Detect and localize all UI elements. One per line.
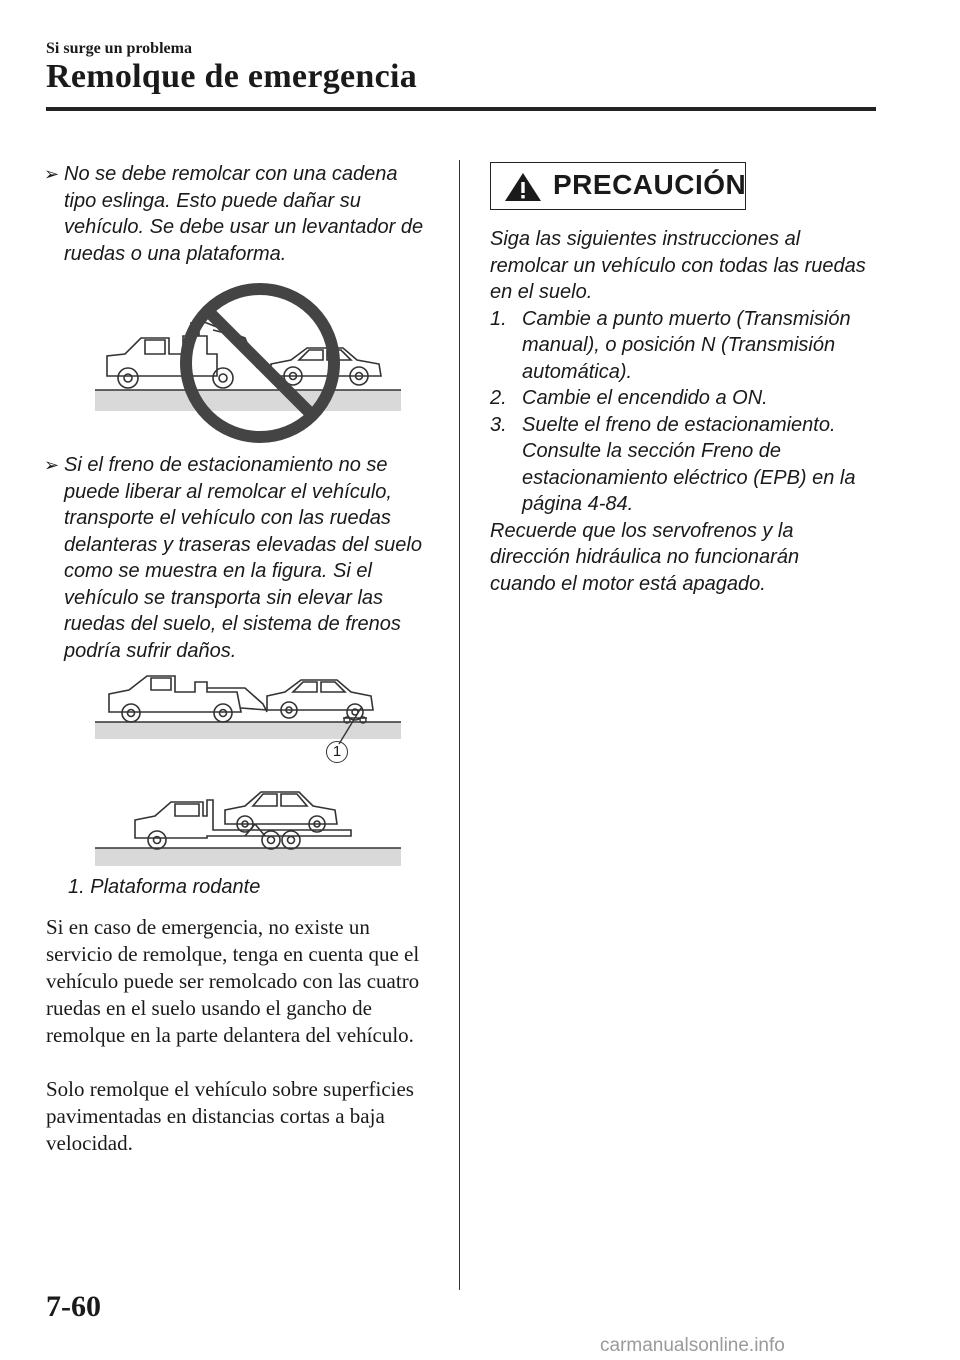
bullet-parking-brake (44, 452, 434, 664)
callout-marker: 1 (326, 741, 348, 763)
bullet-text: Si el freno de estacionamiento no se puede liberar al remolcar el vehículo, transporte el vehículo con las ruedas delanteras y traseras elevadas del suelo como se muestra en la figura. Si el vehículo se transporta sin elevar las ruedas del suelo, el sistema de frenos podría sufrir daños. (64, 454, 422, 662)
step-number: 1. (490, 307, 507, 330)
road-surface (95, 722, 401, 739)
caution-step (490, 385, 870, 412)
section-heading: Si surge un problema (46, 40, 192, 57)
step-text: Cambie a punto muerto (Transmisión manual), o posición N (Transmisión automática). (522, 307, 851, 383)
caution-body (490, 226, 870, 597)
caution-step (490, 306, 870, 386)
warning-triangle-icon (503, 171, 543, 203)
figure-caption: 1. Plataforma rodante (68, 876, 261, 898)
car-on-flatbed-icon (225, 792, 337, 832)
caution-heading: PRECAUCIÓN (553, 169, 747, 200)
figure-no-sling-tow (95, 280, 405, 445)
step-text: Suelte el freno de estacionamiento. Consulte la sección Freno de estacionamiento eléctrico (EPB) en la página 4-84. (522, 413, 856, 515)
road-surface (95, 848, 401, 866)
caution-step (490, 412, 870, 518)
step-number: 3. (490, 413, 507, 436)
caution-intro: Siga las siguientes instrucciones al remolcar un vehículo con todas las ruedas en el suelo. (490, 228, 866, 303)
figure-dolly-tow (95, 668, 405, 768)
tow-truck-icon (109, 676, 267, 722)
bullet-no-chain (44, 161, 424, 267)
prohibited-icon (186, 289, 334, 437)
page-number: 7-60 (46, 1290, 101, 1323)
paragraph-emergency: Si en caso de emergencia, no existe un servicio de remolque, tenga en cuenta que el vehículo puede ser remolcado con las cuatro ruedas en el suelo usando el gancho de remolque en la parte delantera del vehículo. (46, 915, 420, 1047)
title-rule (46, 107, 876, 111)
caution-box (490, 162, 746, 210)
column-divider (459, 160, 460, 1290)
bullet-arrow-icon: ➢ (44, 164, 60, 184)
figure-flatbed-tow (95, 780, 405, 870)
paragraph-paved-surfaces: Solo remolque el vehículo sobre superficies pavimentadas en distancias cortas a baja velocidad. (46, 1077, 414, 1155)
step-text: Cambie el encendido a ON. (522, 387, 768, 409)
page-title: Remolque de emergencia (46, 58, 418, 95)
bullet-arrow-icon: ➢ (44, 455, 60, 475)
caution-note: Recuerde que los servofrenos y la dirección hidráulica no funcionarán cuando el motor está apagado. (490, 519, 800, 595)
road-surface (95, 390, 401, 411)
bullet-text: No se debe remolcar con una cadena tipo eslinga. Esto puede dañar su vehículo. Se debe usar un levantador de ruedas o una plataforma. (64, 163, 424, 265)
step-number: 2. (490, 387, 507, 409)
watermark: carmanualsonline.info (600, 1335, 785, 1356)
